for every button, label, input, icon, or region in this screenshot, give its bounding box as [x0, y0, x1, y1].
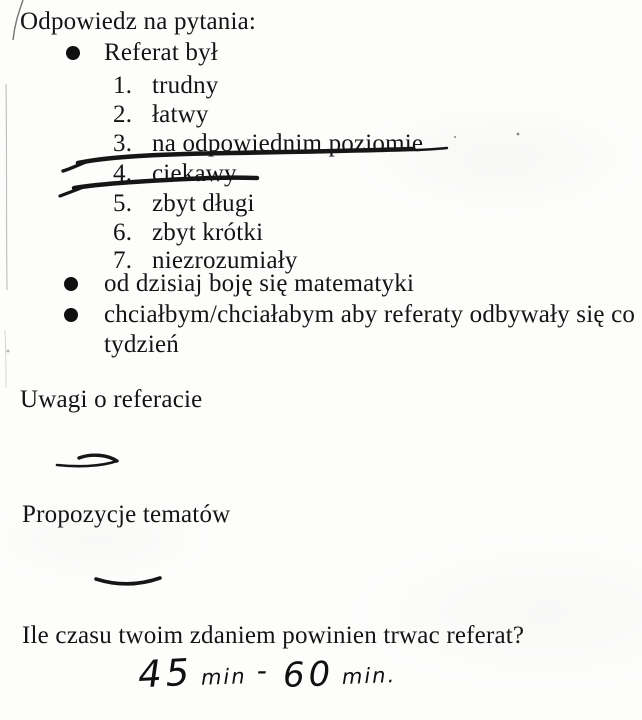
scan-edge-artifact	[6, 84, 7, 290]
scribble-under-remarks	[57, 463, 112, 466]
bullet3-text-line1: chciałbym/chciałabym aby referaty odbywały się co	[104, 301, 636, 328]
bullet3-text-line2: tydzień	[104, 331, 179, 358]
option-label: trudny	[152, 72, 219, 99]
underline-option-3-hook	[63, 161, 88, 171]
option-row	[113, 160, 237, 187]
option-row	[113, 130, 423, 157]
dash-under-topics	[96, 578, 160, 584]
duration-question: Ile czasu twoim zdaniem powinien trwac referat?	[22, 622, 525, 649]
option-label: ciekawy	[152, 160, 237, 187]
scribble-under-remarks	[79, 455, 117, 461]
handwriting-part: 45	[136, 650, 195, 697]
page-title: Odpowiedz na pytania:	[20, 8, 257, 35]
option-row	[113, 72, 218, 99]
scan-speck	[454, 136, 456, 138]
option-number: 2.	[113, 101, 133, 128]
scan-edge-artifact	[5, 330, 6, 388]
bullet-icon	[66, 46, 80, 60]
option-number: 5.	[113, 190, 133, 217]
option-label: niezrozumiały	[152, 247, 298, 274]
handwritten-duration-answer	[138, 652, 396, 695]
underline-option-4-hook	[60, 186, 86, 196]
handwriting-part: min	[200, 664, 248, 690]
option-number: 6.	[113, 219, 133, 246]
handwriting-part: -	[256, 654, 271, 687]
option-label: na odpowiednim poziomie	[152, 130, 424, 157]
bullet-icon	[64, 308, 78, 322]
bullet-icon	[64, 277, 78, 291]
option-number: 1.	[113, 72, 133, 99]
bullet2-text: od dzisiaj boję się matematyki	[104, 270, 415, 297]
scan-speck	[517, 133, 520, 136]
topics-label: Propozycje tematów	[22, 501, 231, 528]
handwriting-part: min.	[341, 663, 397, 689]
scan-speck	[7, 350, 10, 353]
option-row	[113, 190, 255, 217]
option-label: zbyt krótki	[152, 219, 264, 246]
option-number: 3.	[113, 130, 133, 157]
option-row	[113, 219, 263, 246]
scribble-under-remarks	[57, 461, 117, 466]
question1-label: Referat był	[104, 39, 218, 66]
handwriting-part: 60	[282, 654, 335, 696]
option-number: 7.	[113, 247, 133, 274]
remarks-label: Uwagi o referacie	[20, 386, 203, 413]
option-row	[113, 101, 209, 128]
option-number: 4.	[113, 160, 133, 187]
option-label: łatwy	[152, 101, 209, 128]
option-label: zbyt długi	[152, 190, 255, 217]
